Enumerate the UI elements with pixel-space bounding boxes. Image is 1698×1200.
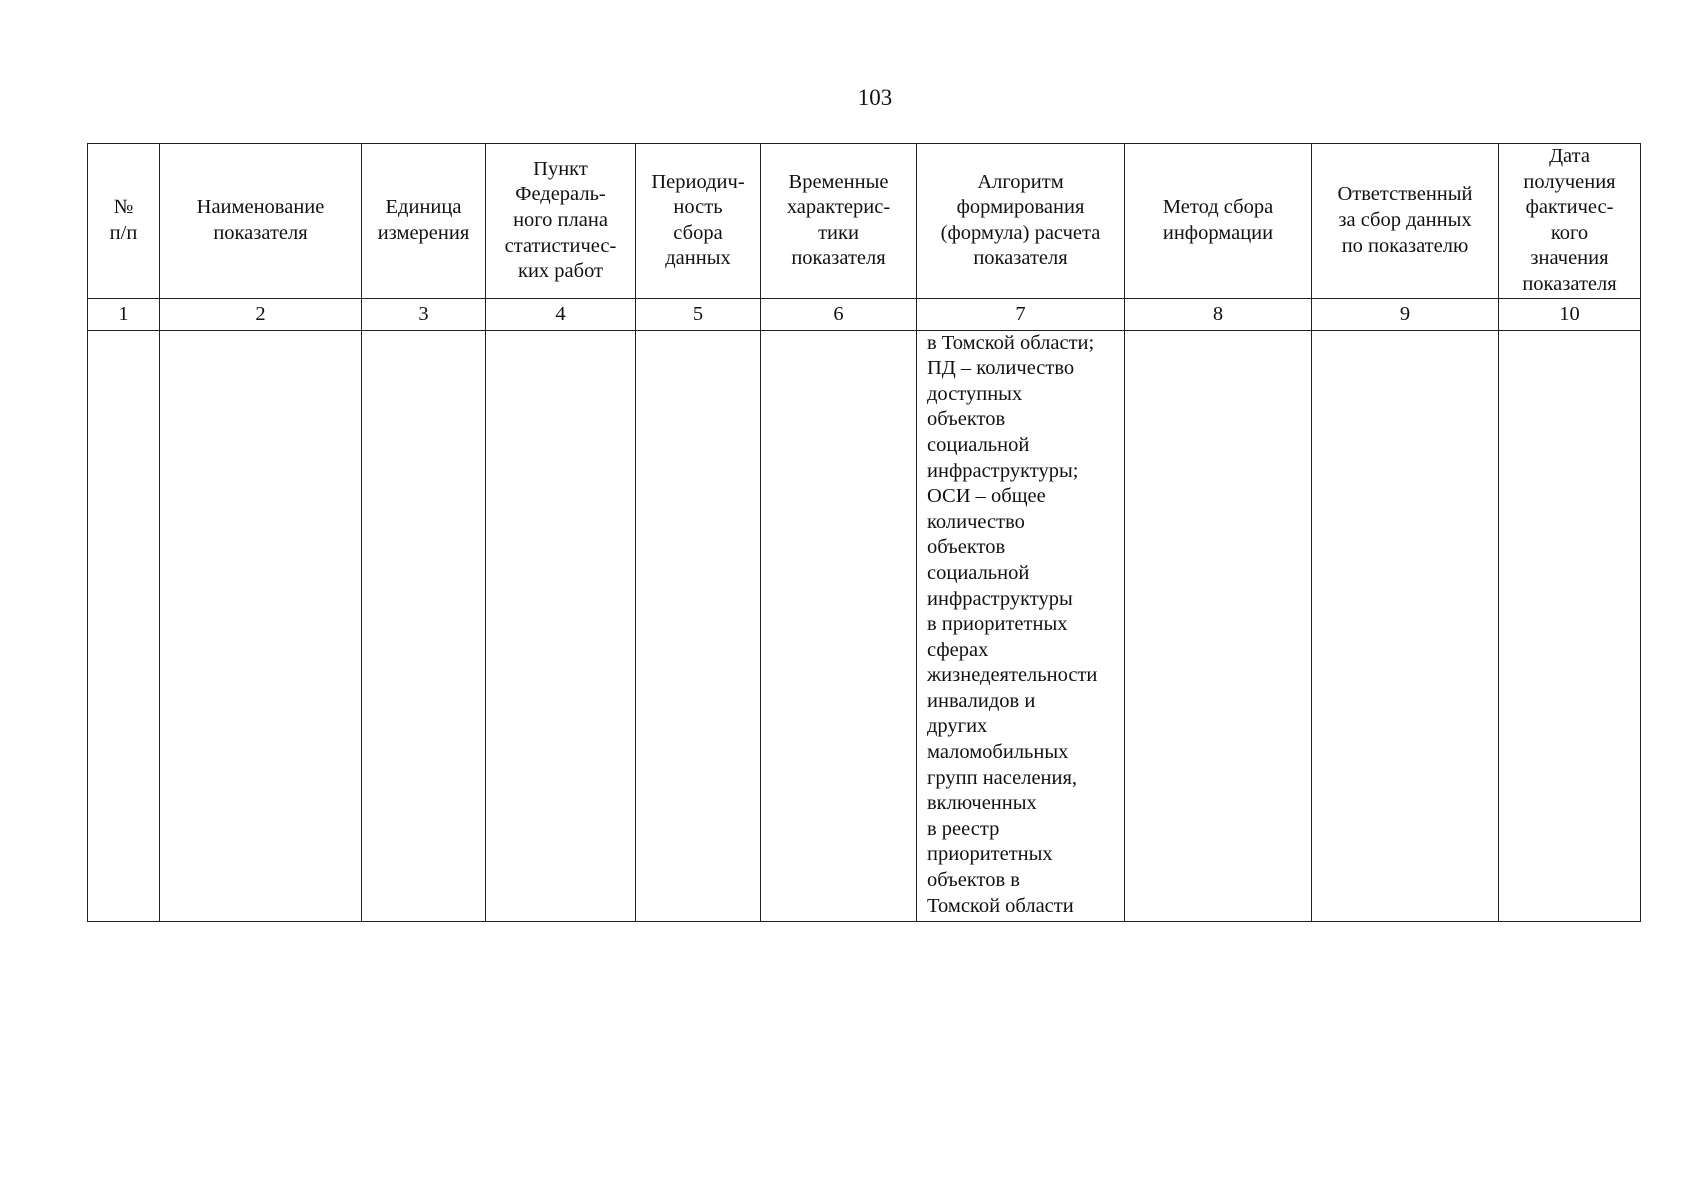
algorithm-line: ПД – количество — [927, 357, 1075, 380]
cell-collection-method — [1125, 330, 1312, 921]
algorithm-line: объектов — [927, 408, 1006, 431]
algorithm-line: жизнедеятельности — [927, 664, 1098, 687]
algorithm-line: включенных — [927, 792, 1037, 815]
cell-indicator-name — [160, 330, 362, 921]
indicator-table — [87, 143, 1641, 922]
algorithm-line: объектов в — [927, 869, 1020, 892]
cell-algorithm — [917, 330, 1125, 921]
header-label: Дата получения фактичес- кого значения показателя — [1522, 145, 1617, 295]
column-number: 8 — [1125, 298, 1312, 330]
column-number: 6 — [761, 298, 917, 330]
column-number: 2 — [160, 298, 362, 330]
algorithm-line: других — [927, 715, 988, 738]
cell-federal-plan-item — [486, 330, 636, 921]
algorithm-line: Томской области — [927, 894, 1074, 917]
header-cell — [761, 144, 917, 299]
column-number: 1 — [88, 298, 160, 330]
algorithm-line: инфраструктуры — [927, 587, 1073, 610]
header-label: Пункт Федераль- ного плана статистичес- ких работ — [504, 157, 617, 283]
header-label: Единица измерения — [377, 196, 470, 244]
header-cell — [1499, 144, 1641, 299]
header-cell — [917, 144, 1125, 299]
header-label: Периодич- ность сбора данных — [651, 170, 745, 270]
column-number: 10 — [1499, 298, 1641, 330]
algorithm-line: маломобильных — [927, 741, 1069, 764]
cell-date-obtained — [1499, 330, 1641, 921]
algorithm-line: социальной — [927, 433, 1030, 456]
cell-responsible — [1312, 330, 1499, 921]
column-number: 3 — [362, 298, 486, 330]
page-number: 103 — [857, 85, 893, 110]
algorithm-line: ОСИ – общее — [927, 485, 1046, 508]
algorithm-line: сферах — [927, 638, 989, 661]
algorithm-line: в Томской области; — [927, 331, 1095, 354]
table-row — [88, 330, 1641, 921]
header-cell — [88, 144, 160, 299]
header-cell — [486, 144, 636, 299]
header-label: Ответственный за сбор данных по показателю — [1337, 183, 1473, 257]
cell-unit — [362, 330, 486, 921]
header-cell — [160, 144, 362, 299]
header-label: Алгоритм формирования (формула) расчета показателя — [940, 170, 1101, 270]
header-label: Метод сбора информации — [1162, 196, 1274, 244]
cell-periodicity — [636, 330, 761, 921]
cell-number — [88, 330, 160, 921]
algorithm-line: количество — [927, 510, 1025, 533]
column-number: 4 — [486, 298, 636, 330]
column-number: 7 — [917, 298, 1125, 330]
column-number: 5 — [636, 298, 761, 330]
header-label: Временные характерис- тики показателя — [786, 170, 891, 270]
header-cell — [1312, 144, 1499, 299]
algorithm-line: в приоритетных — [927, 613, 1068, 636]
header-cell — [636, 144, 761, 299]
header-row — [88, 144, 1641, 299]
algorithm-line: в реестр — [927, 817, 1000, 840]
header-label: № п/п — [109, 196, 138, 244]
header-cell — [362, 144, 486, 299]
algorithm-line: социальной — [927, 561, 1030, 584]
algorithm-line: инфраструктуры; — [927, 459, 1079, 482]
algorithm-line: инвалидов и — [927, 689, 1036, 712]
header-label: Наименование показателя — [196, 196, 325, 244]
header-cell — [1125, 144, 1312, 299]
cell-time-characteristics — [761, 330, 917, 921]
algorithm-line: объектов — [927, 536, 1006, 559]
algorithm-line: приоритетных — [927, 843, 1053, 866]
column-number: 9 — [1312, 298, 1499, 330]
indicator-table-container — [87, 143, 1640, 922]
algorithm-line: групп населения, — [927, 766, 1078, 789]
column-number-row — [88, 298, 1641, 330]
algorithm-line: доступных — [927, 382, 1023, 405]
